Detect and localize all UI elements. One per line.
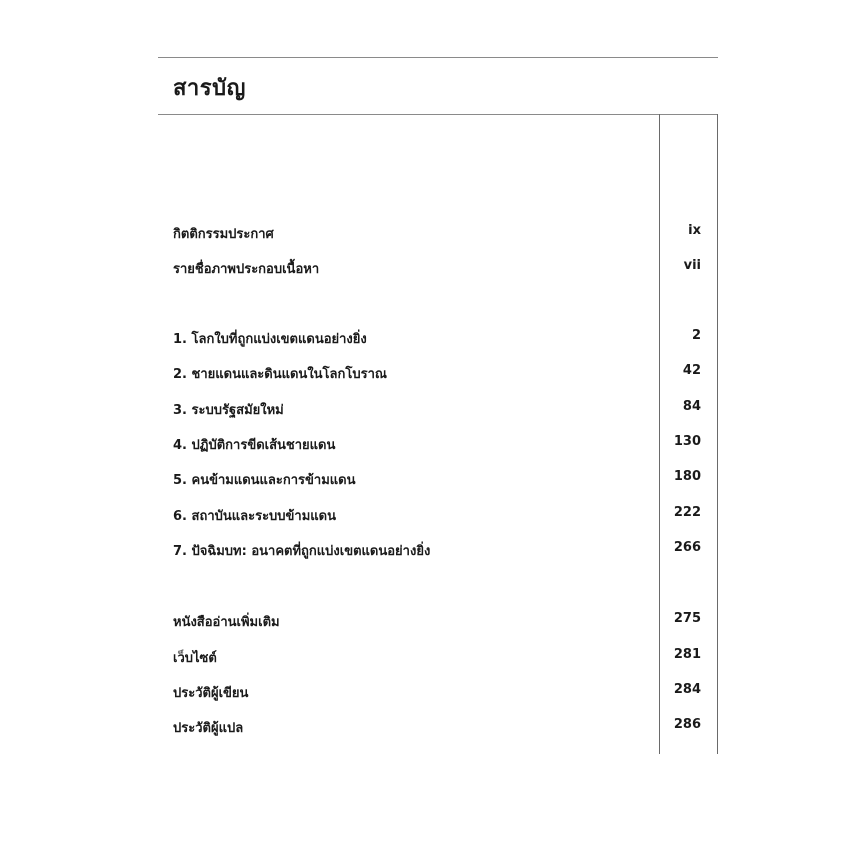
- toc-entry-page: 286: [673, 717, 701, 732]
- toc-entry-page: ix: [688, 223, 701, 238]
- toc-entry[interactable]: [173, 682, 701, 702]
- toc-entry-page: 180: [673, 469, 701, 484]
- toc-entry[interactable]: [173, 647, 701, 667]
- toc-entry[interactable]: [173, 540, 701, 560]
- toc-entry-label: กิตติกรรมประกาศ: [173, 227, 274, 242]
- toc-entry-label: ประวัติผู้แปล: [173, 721, 244, 736]
- toc-entry[interactable]: [173, 469, 701, 489]
- toc-entry-page: 281: [673, 647, 701, 662]
- toc-entry-page: 275: [673, 611, 701, 626]
- toc-entry-label: 2. ชายแดนและดินแดนในโลกโบราณ: [173, 367, 387, 382]
- toc-entry-label: รายชื่อภาพประกอบเนื้อหา: [173, 262, 320, 277]
- toc-entry-label: หนังสืออ่านเพิ่มเติม: [173, 615, 280, 630]
- toc-entry-label: 1. โลกใบที่ถูกแบ่งเขตแดนอย่างยิ่ง: [173, 332, 367, 347]
- toc-entry[interactable]: [173, 399, 701, 419]
- toc-entry-page: 42: [682, 363, 701, 378]
- toc-entry-page: vii: [683, 258, 701, 273]
- toc-entry[interactable]: [173, 363, 701, 383]
- toc-entry[interactable]: [173, 258, 701, 278]
- toc-entry[interactable]: [173, 611, 701, 631]
- toc-entry[interactable]: [173, 717, 701, 737]
- page-title: สารบัญ: [173, 76, 246, 101]
- toc-entry-page: 284: [673, 682, 701, 697]
- toc-entry-page: 2: [691, 328, 701, 343]
- toc-entry[interactable]: [173, 223, 701, 243]
- toc-entry-page: 222: [673, 505, 701, 520]
- toc-entry[interactable]: [173, 505, 701, 525]
- toc-entry-label: 6. สถาบันและระบบข้ามแดน: [173, 509, 337, 524]
- toc-entry-page: 266: [673, 540, 701, 555]
- toc-entry[interactable]: [173, 434, 701, 454]
- toc-entry[interactable]: [173, 328, 701, 348]
- toc-entry-page: 84: [682, 399, 701, 414]
- toc-entry-label: 3. ระบบรัฐสมัยใหม่: [173, 403, 284, 418]
- toc-entry-label: 4. ปฏิบัติการขีดเส้นชายแดน: [173, 438, 336, 453]
- toc-entry-page: 130: [673, 434, 701, 449]
- toc-entry-label: เว็บไซต์: [173, 651, 217, 666]
- toc-entry-label: 5. คนข้ามแดนและการข้ามแดน: [173, 473, 356, 488]
- toc-entry-label: ประวัติผู้เขียน: [173, 686, 249, 701]
- toc-entry-label: 7. ปัจฉิมบท: อนาคตที่ถูกแบ่งเขตแดนอย่างยิ่ง: [173, 544, 431, 559]
